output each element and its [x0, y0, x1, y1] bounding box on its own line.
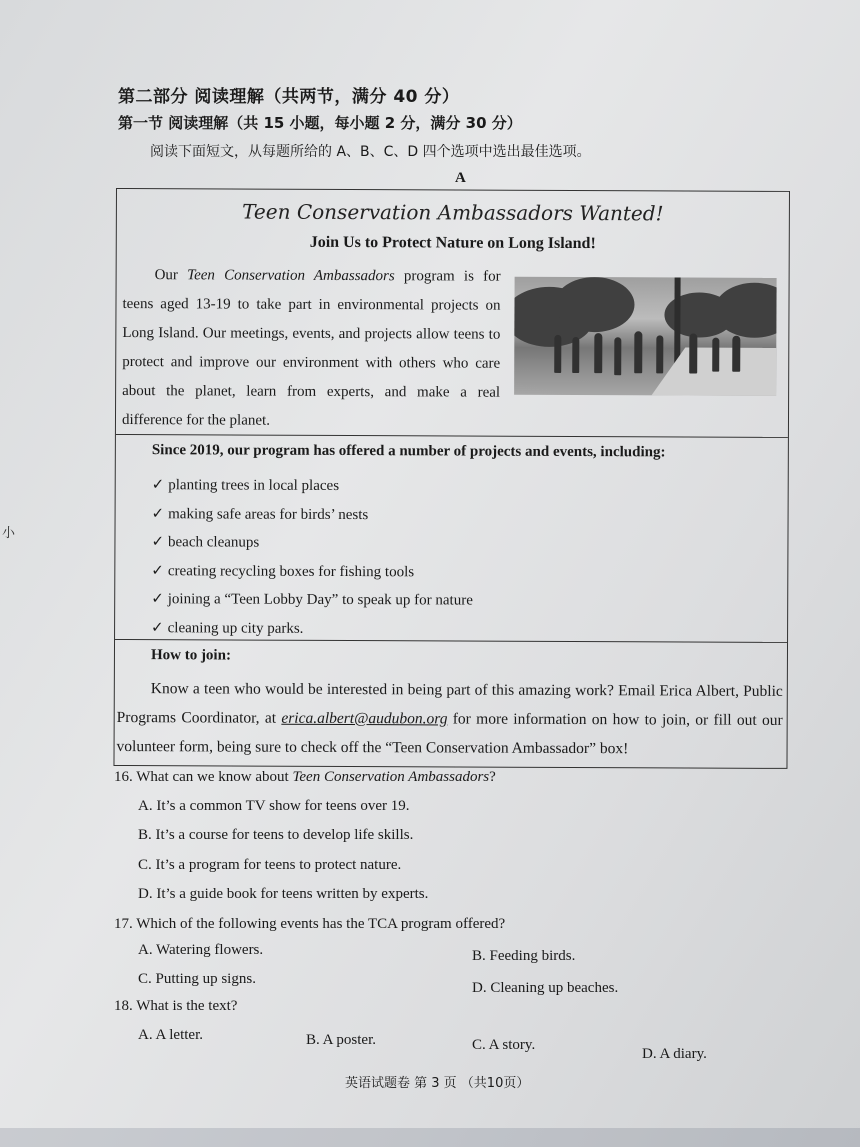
- instruction: 阅读下面短文，从每题所给的 A、B、C、D 四个选项中选出最佳选项。: [150, 144, 591, 160]
- check-icon: ✓: [151, 534, 165, 551]
- q17-option-b: B. Feeding birds.: [472, 948, 576, 964]
- list-item: ✓ planting trees in local places: [151, 477, 340, 494]
- intro-prefix: Our: [154, 267, 188, 284]
- poster-howto-section: [114, 639, 787, 768]
- howto-prefix: Know a teen who would be interested in being part of this amazing work? Email Erica Albert, Public Programs Coordinator, at: [116, 680, 783, 727]
- page-edge-shadow: [0, 1128, 860, 1147]
- intro-rest: program is for teens aged 13-19 to take part in environmental projects on Long Island. Our meetings, events, and projects allow teens to protect and improve our environment with others who care about the planet, learn from experts, and make a real difference for the planet.: [121, 268, 501, 429]
- email-link[interactable]: erica.albert@audubon.org: [281, 709, 448, 728]
- group-photo: [514, 277, 777, 396]
- program-name: Teen Conservation Ambassadors: [187, 267, 395, 285]
- check-icon: ✓: [151, 505, 165, 522]
- howto-text: [116, 674, 782, 764]
- poster-projects-section: [115, 434, 788, 643]
- question-17: 17. Which of the following events has the TCA program offered?: [114, 916, 506, 932]
- q18-option-c: C. A story.: [472, 1037, 536, 1053]
- passage-letter: A: [455, 170, 466, 186]
- section-title: 第一节 阅读理解（共 15 小题，每小题 2 分，满分 30 分）: [118, 114, 522, 132]
- list-item: ✓ beach cleanups: [151, 534, 260, 551]
- list-item: ✓ making safe areas for birds’ nests: [151, 505, 369, 523]
- list-item: ✓ joining a “Teen Lobby Day” to speak up for nature: [151, 591, 473, 609]
- projects-list: [151, 471, 473, 643]
- q17-option-d: D. Cleaning up beaches.: [472, 980, 619, 996]
- question-18: 18. What is the text?: [114, 998, 238, 1014]
- list-item: ✓ creating recycling boxes for fishing tools: [151, 562, 415, 580]
- q18-option-d: D. A diary.: [642, 1046, 707, 1062]
- projects-heading: Since 2019, our program has offered a number of projects and events, including:: [151, 442, 666, 461]
- page-footer: 英语试题卷 第 3 页 （共10页）: [345, 1076, 530, 1091]
- q16-option-a: A. It’s a common TV show for teens over 19.: [138, 798, 410, 814]
- q17-option-c: C. Putting up signs.: [138, 971, 256, 987]
- q18-option-a: A. A letter.: [138, 1027, 203, 1043]
- q16-option-b: B. It’s a course for teens to develop life skills.: [138, 827, 414, 843]
- poster-intro-section: [116, 189, 789, 438]
- check-icon: ✓: [151, 619, 164, 636]
- question-16: 16. What can we know about Teen Conservation Ambassadors?: [114, 769, 496, 785]
- poster-title: Teen Conservation Ambassadors Wanted!: [242, 199, 664, 226]
- poster-box: [113, 188, 790, 769]
- q16-option-c: C. It’s a program for teens to protect nature.: [138, 857, 402, 873]
- howto-suffix: for more information on how to join, or fill out our volunteer form, being sure to check off the “Teen Conservation Ambassador” box!: [116, 710, 783, 758]
- check-icon: ✓: [151, 477, 165, 494]
- margin-character: 小: [2, 526, 16, 541]
- q17-option-a: A. Watering flowers.: [138, 942, 264, 958]
- howto-heading: How to join:: [150, 647, 231, 664]
- poster-intro-text: [122, 261, 501, 437]
- q16-option-d: D. It’s a guide book for teens written by experts.: [138, 886, 429, 902]
- check-icon: ✓: [151, 562, 164, 579]
- list-item: ✓ cleaning up city parks.: [151, 619, 304, 637]
- poster-subtitle: Join Us to Protect Nature on Long Island!: [309, 233, 596, 253]
- check-icon: ✓: [151, 591, 164, 608]
- part-title: 第二部分 阅读理解（共两节，满分 40 分）: [118, 87, 460, 107]
- q18-option-b: B. A poster.: [306, 1032, 377, 1048]
